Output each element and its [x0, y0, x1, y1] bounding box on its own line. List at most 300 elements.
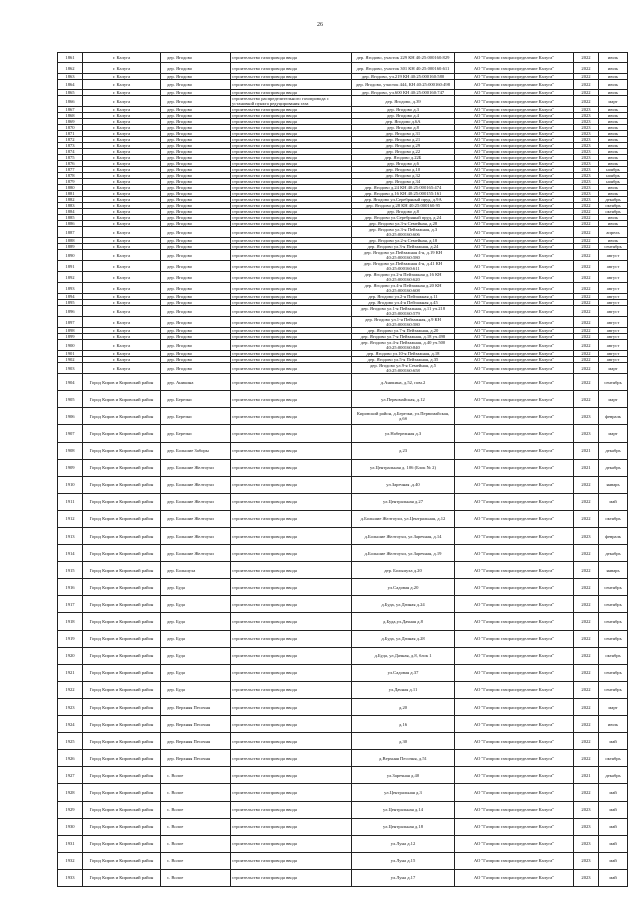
row-city: г. Калуга	[83, 340, 161, 351]
row-settlement: дер. Большие Желтоухи	[161, 510, 231, 527]
row-city: Город Киров и Кировский район	[83, 664, 161, 681]
table-row	[58, 476, 628, 493]
table-row	[58, 528, 628, 545]
table-row	[58, 784, 628, 801]
row-year: 2022	[574, 647, 599, 664]
page-number: 26	[317, 22, 323, 28]
row-address: дер. Ягодово ул.3-я Пейзажная, д.3 40:25:000160:606	[352, 227, 455, 238]
row-owner: АО "Газпром газораспределение Калуга"	[455, 716, 574, 733]
row-month: июль	[599, 215, 628, 221]
row-year: 2022	[574, 227, 599, 238]
row-city: г. Калуга	[83, 131, 161, 137]
row-number: 1887	[58, 227, 83, 238]
row-owner: АО "Газпром газораспределение Калуга"	[455, 317, 574, 328]
table-row	[58, 767, 628, 784]
row-month: сентябрь	[599, 681, 628, 698]
row-address: дер. Ягодово ул.Серебряный пруд, д.24	[352, 215, 455, 221]
row-number: 1911	[58, 493, 83, 510]
row-year: 2023	[574, 161, 599, 167]
row-city: Город Киров и Кировский район	[83, 596, 161, 613]
row-owner: АО "Газпром газораспределение Калуга"	[455, 227, 574, 238]
row-work: строительство газопровода ввода	[231, 143, 352, 149]
row-city: Город Киров и Кировский район	[83, 528, 161, 545]
row-month: март	[599, 698, 628, 715]
row-address: д.Буда, ул.Дачная, д.8, блок 1	[352, 647, 455, 664]
row-work: строительство распределительного газопровода с установкой пункта редуцирования газа	[231, 96, 352, 107]
row-work: строительство газопровода ввода	[231, 125, 352, 131]
row-year: 2022	[574, 283, 599, 294]
row-address: дер. Ягодово, уч.600 КН 40:25:000160:747	[352, 90, 455, 96]
row-work: строительство газопровода ввода	[231, 90, 352, 96]
row-city: г. Калуга	[83, 351, 161, 357]
row-owner: АО "Газпром газораспределение Калуга"	[455, 869, 574, 886]
row-month: август	[599, 357, 628, 363]
row-year: 2022	[574, 510, 599, 527]
row-month: август	[599, 272, 628, 283]
row-year: 2023	[574, 197, 599, 203]
row-owner: АО "Газпром газораспределение Калуга"	[455, 125, 574, 131]
row-number: 1915	[58, 562, 83, 579]
row-number: 1871	[58, 131, 83, 137]
row-address: ул.Луна д.12	[352, 835, 455, 852]
table-row	[58, 391, 628, 408]
row-address: ул.Центральная д.3	[352, 784, 455, 801]
row-number: 1866	[58, 96, 83, 107]
table-row	[58, 579, 628, 596]
row-owner: АО "Газпром газораспределение Калуга"	[455, 215, 574, 221]
row-year: 2023	[574, 131, 599, 137]
row-number: 1922	[58, 681, 83, 698]
row-number: 1897	[58, 317, 83, 328]
row-owner: АО "Газпром газораспределение Калуга"	[455, 818, 574, 835]
row-settlement: дер. Ягодово	[161, 340, 231, 351]
row-month: июль	[599, 137, 628, 143]
row-settlement: с. Волое	[161, 852, 231, 869]
row-year: 2022	[574, 250, 599, 261]
row-owner: АО "Газпром газораспределение Калуга"	[455, 767, 574, 784]
row-year: 2022	[574, 238, 599, 244]
row-number: 1889	[58, 244, 83, 250]
row-number: 1886	[58, 221, 83, 227]
row-work: строительство газопровода ввода	[231, 363, 352, 374]
row-number: 1923	[58, 698, 83, 715]
row-city: Город Киров и Кировский район	[83, 750, 161, 767]
row-address: дер. Ягодово ул.Пейзажная 4-я, д.19 КН 40:25:000160:580	[352, 250, 455, 261]
row-city: г. Калуга	[83, 334, 161, 340]
row-year: 2022	[574, 698, 599, 715]
row-work: строительство газопровода ввода	[231, 250, 352, 261]
row-address: д.Большие Желтоухи, ул.Центральная, д.12	[352, 510, 455, 527]
row-month: апрель	[599, 227, 628, 238]
row-address: дер. Ягодово ул.9-я Семейная, д.5 40:25:000160:658	[352, 363, 455, 374]
row-number: 1904	[58, 374, 83, 391]
row-month: июль	[599, 90, 628, 96]
row-owner: АО "Газпром газораспределение Калуга"	[455, 167, 574, 173]
row-settlement: дер. Ягодово	[161, 179, 231, 185]
row-address: дер. Ягодово д.24 КН 40:25:000165:474	[352, 185, 455, 191]
row-owner: АО "Газпром газораспределение Калуга"	[455, 733, 574, 750]
row-settlement: дер. Ягодово	[161, 209, 231, 215]
row-settlement: дер. Ягодово	[161, 107, 231, 113]
row-settlement: дер. Ягодово	[161, 143, 231, 149]
row-address: дер. Ягодово д.34	[352, 179, 455, 185]
table-row	[58, 716, 628, 733]
row-work: строительство газопровода ввода	[231, 630, 352, 647]
row-address: дер. Ягодово ул.4-я Пейзажная д.20 КН 40:25:000160:608	[352, 283, 455, 294]
row-work: строительство газопровода ввода	[231, 328, 352, 334]
row-number: 1879	[58, 179, 83, 185]
row-number: 1890	[58, 250, 83, 261]
table-row	[58, 363, 628, 374]
row-year: 2022	[574, 750, 599, 767]
row-city: г. Калуга	[83, 300, 161, 306]
row-address: дер. Ягодово ул.3-я Семейная, д.28	[352, 221, 455, 227]
row-city: Город Киров и Кировский район	[83, 562, 161, 579]
row-number: 1873	[58, 143, 83, 149]
row-city: Город Киров и Кировский район	[83, 698, 161, 715]
row-year: 2023	[574, 143, 599, 149]
row-month: январь	[599, 562, 628, 579]
row-year: 2022	[574, 596, 599, 613]
row-month: ноябрь	[599, 173, 628, 179]
row-address: дер. Ягодово д.4	[352, 113, 455, 119]
row-owner: АО "Газпром газораспределение Калуга"	[455, 363, 574, 374]
row-settlement: дер. Ягодово	[161, 334, 231, 340]
table-row	[58, 374, 628, 391]
row-year: 2022	[574, 664, 599, 681]
row-address: дер. Ягодово д.6	[352, 161, 455, 167]
table-row	[58, 317, 628, 328]
row-owner: АО "Газпром газораспределение Калуга"	[455, 425, 574, 442]
row-number: 1870	[58, 125, 83, 131]
row-address: дер. Ягодово ул.Пейзажная 4-я, д.41 КН 40:25:000160:611	[352, 261, 455, 272]
row-year: 2022	[574, 96, 599, 107]
row-year: 2022	[574, 545, 599, 562]
row-owner: АО "Газпром газораспределение Калуга"	[455, 391, 574, 408]
row-month: декабрь	[599, 545, 628, 562]
table-row	[58, 664, 628, 681]
row-settlement: дер. Березки	[161, 391, 231, 408]
row-settlement: дер. Ягодово	[161, 357, 231, 363]
row-number: 1933	[58, 869, 83, 886]
row-settlement: дер. Ягодово	[161, 244, 231, 250]
row-owner: АО "Газпром газораспределение Калуга"	[455, 221, 574, 227]
row-number: 1913	[58, 528, 83, 545]
row-work: строительство газопровода ввода	[231, 408, 352, 425]
row-work: строительство газопровода ввода	[231, 647, 352, 664]
row-owner: АО "Газпром газораспределение Калуга"	[455, 283, 574, 294]
row-owner: АО "Газпром газораспределение Калуга"	[455, 161, 574, 167]
row-work: строительство газопровода ввода	[231, 272, 352, 283]
row-address: ул.Первомайская, д.12	[352, 391, 455, 408]
table-row	[58, 733, 628, 750]
row-owner: АО "Газпром газораспределение Калуга"	[455, 493, 574, 510]
row-settlement: дер. Верхняя Песочня	[161, 750, 231, 767]
row-work: строительство газопровода ввода	[231, 113, 352, 119]
row-year: 2022	[574, 579, 599, 596]
row-address: ул.Центральная д.14	[352, 801, 455, 818]
row-address: ул.Центральная д. 106 (Блок № 2)	[352, 459, 455, 476]
row-month: сентябрь	[599, 630, 628, 647]
row-city: Город Киров и Кировский район	[83, 613, 161, 630]
row-number: 1865	[58, 90, 83, 96]
row-year: 2023	[574, 155, 599, 161]
row-work: строительство газопровода ввода	[231, 442, 352, 459]
row-address: дер. Большуха д.20	[352, 562, 455, 579]
row-work: строительство газопровода ввода	[231, 801, 352, 818]
row-city: г. Калуга	[83, 149, 161, 155]
row-work: строительство газопровода ввода	[231, 131, 352, 137]
row-city: г. Калуга	[83, 113, 161, 119]
row-city: Город Киров и Кировский район	[83, 510, 161, 527]
row-number: 1880	[58, 185, 83, 191]
row-owner: АО "Газпром газораспределение Калуга"	[455, 698, 574, 715]
row-work: строительство газопровода ввода	[231, 283, 352, 294]
row-year: 2021	[574, 459, 599, 476]
row-address: ул.Луна д.17	[352, 869, 455, 886]
row-month: декабрь	[599, 459, 628, 476]
row-city: г. Калуга	[83, 317, 161, 328]
row-work: строительство газопровода ввода	[231, 613, 352, 630]
row-city: Город Киров и Кировский район	[83, 459, 161, 476]
row-year: 2022	[574, 391, 599, 408]
table-row	[58, 250, 628, 261]
row-owner: АО "Газпром газораспределение Калуга"	[455, 179, 574, 185]
row-city: г. Калуга	[83, 96, 161, 107]
row-owner: АО "Газпром газораспределение Калуга"	[455, 545, 574, 562]
table-row	[58, 272, 628, 283]
row-month: сентябрь	[599, 596, 628, 613]
row-settlement: дер. Ягодово	[161, 96, 231, 107]
row-address: дер. Ягодово ул.10-я Пейзажная, д.18	[352, 351, 455, 357]
row-settlement: дер. Буда	[161, 630, 231, 647]
row-month: август	[599, 283, 628, 294]
row-month: июль	[599, 113, 628, 119]
row-owner: АО "Газпром газораспределение Калуга"	[455, 664, 574, 681]
row-address: дер. Ягодово ул.1-я Пейзажная, д.11 уч.218 40:25:000160:579	[352, 306, 455, 317]
row-city: г. Калуга	[83, 79, 161, 89]
row-work: строительство газопровода ввода	[231, 340, 352, 351]
table-row	[58, 227, 628, 238]
row-city: г. Калуга	[83, 185, 161, 191]
row-settlement: дер. Большуха	[161, 562, 231, 579]
row-number: 1912	[58, 510, 83, 527]
row-month: июль	[599, 125, 628, 131]
row-work: строительство газопровода ввода	[231, 852, 352, 869]
row-work: строительство газопровода ввода	[231, 716, 352, 733]
row-city: г. Калуга	[83, 137, 161, 143]
row-city: г. Калуга	[83, 161, 161, 167]
row-owner: АО "Газпром газораспределение Калуга"	[455, 334, 574, 340]
row-owner: АО "Газпром газораспределение Калуга"	[455, 596, 574, 613]
gasification-table	[57, 52, 628, 887]
row-settlement: дер. Большие Желтоухи	[161, 545, 231, 562]
row-year: 2022	[574, 203, 599, 209]
row-owner: АО "Газпром газораспределение Калуга"	[455, 835, 574, 852]
row-address: дер. Ягодово ул.3-я Пейзажная, д.24	[352, 244, 455, 250]
row-work: строительство газопровода ввода	[231, 79, 352, 89]
row-address: д.Большие Желтоухи, ул.Заречная, д.19	[352, 545, 455, 562]
row-city: г. Калуга	[83, 155, 161, 161]
row-settlement: дер. Ягодово	[161, 90, 231, 96]
row-number: 1910	[58, 476, 83, 493]
table-row	[58, 596, 628, 613]
row-work: строительство газопровода ввода	[231, 493, 352, 510]
row-month: май	[599, 869, 628, 886]
table-row	[58, 545, 628, 562]
row-year: 2022	[574, 294, 599, 300]
row-address: дер. Ягодово ул.2-я Пейзажная д.16 КН 40:25:000160:620	[352, 272, 455, 283]
row-month: июль	[599, 191, 628, 197]
row-owner: АО "Газпром газораспределение Калуга"	[455, 73, 574, 79]
table-row	[58, 261, 628, 272]
row-city: г. Калуга	[83, 250, 161, 261]
row-city: г. Калуга	[83, 272, 161, 283]
row-city: г. Калуга	[83, 209, 161, 215]
row-number: 1863	[58, 73, 83, 79]
table-row	[58, 750, 628, 767]
table-row	[58, 801, 628, 818]
row-month: декабрь	[599, 442, 628, 459]
row-month: февраль	[599, 408, 628, 425]
row-work: строительство газопровода ввода	[231, 476, 352, 493]
row-city: г. Калуга	[83, 357, 161, 363]
row-work: строительство газопровода ввода	[231, 119, 352, 125]
row-settlement: дер. Ягодово	[161, 238, 231, 244]
row-year: 2022	[574, 244, 599, 250]
row-month: сентябрь	[599, 244, 628, 250]
row-month: декабрь	[599, 197, 628, 203]
row-address: дер. Ягодово д.3	[352, 107, 455, 113]
row-month: август	[599, 328, 628, 334]
row-month: май	[599, 852, 628, 869]
row-settlement: дер. Буда	[161, 681, 231, 698]
row-month: июль	[599, 185, 628, 191]
row-settlement: дер. Ягодово	[161, 363, 231, 374]
row-work: строительство газопровода ввода	[231, 203, 352, 209]
row-city: Город Киров и Кировский район	[83, 630, 161, 647]
row-city: Город Киров и Кировский район	[83, 716, 161, 733]
row-number: 1895	[58, 300, 83, 306]
row-city: г. Калуга	[83, 328, 161, 334]
row-year: 2022	[574, 681, 599, 698]
row-work: строительство газопровода ввода	[231, 197, 352, 203]
row-year: 2022	[574, 351, 599, 357]
row-settlement: дер. Ягодово	[161, 272, 231, 283]
row-address: дер. Ягодово ул.1-я Пейзажная, д.9 КН 40:25:000160:580	[352, 317, 455, 328]
row-address: дер. Ягодово д.21	[352, 137, 455, 143]
row-city: г. Калуга	[83, 125, 161, 131]
row-address: дер. Ягодово д.22	[352, 149, 455, 155]
row-year: 2023	[574, 173, 599, 179]
row-settlement: дер. Ягодово	[161, 125, 231, 131]
row-month: август	[599, 261, 628, 272]
row-month: сентябрь	[599, 579, 628, 596]
row-owner: АО "Газпром газораспределение Калуга"	[455, 272, 574, 283]
row-city: г. Калуга	[83, 197, 161, 203]
row-number: 1888	[58, 238, 83, 244]
document-sheet	[57, 52, 622, 887]
row-year: 2022	[574, 221, 599, 227]
row-owner: АО "Газпром газораспределение Калуга"	[455, 203, 574, 209]
row-owner: АО "Газпром газораспределение Калуга"	[455, 63, 574, 73]
row-address: дер. Ягодово д.6А	[352, 119, 455, 125]
table-row	[58, 53, 628, 63]
row-year: 2022	[574, 53, 599, 63]
table-row	[58, 835, 628, 852]
row-number: 1884	[58, 209, 83, 215]
row-owner: АО "Газпром газораспределение Калуга"	[455, 510, 574, 527]
row-work: строительство газопровода ввода	[231, 357, 352, 363]
row-number: 1906	[58, 408, 83, 425]
row-owner: АО "Газпром газораспределение Калуга"	[455, 374, 574, 391]
row-work: строительство газопровода ввода	[231, 73, 352, 79]
row-month: май	[599, 835, 628, 852]
table-row	[58, 306, 628, 317]
row-work: строительство газопровода ввода	[231, 545, 352, 562]
row-month: март	[599, 391, 628, 408]
row-city: г. Калуга	[83, 179, 161, 185]
row-address: дер. Ягодово ул.Серебряный пруд, д.9А	[352, 197, 455, 203]
row-owner: АО "Газпром газораспределение Калуга"	[455, 442, 574, 459]
table-row	[58, 79, 628, 89]
row-month: август	[599, 300, 628, 306]
row-address: дер. Ягодово, участок 301 КН 40:25:000160:611	[352, 63, 455, 73]
row-city: г. Калуга	[83, 283, 161, 294]
row-month: август	[599, 294, 628, 300]
row-city: г. Калуга	[83, 215, 161, 221]
row-owner: АО "Газпром газораспределение Калуга"	[455, 155, 574, 161]
row-work: строительство газопровода ввода	[231, 261, 352, 272]
row-settlement: дер. Ягодово	[161, 351, 231, 357]
row-settlement: дер. Ягодово	[161, 317, 231, 328]
row-owner: АО "Газпром газораспределение Калуга"	[455, 647, 574, 664]
row-year: 2023	[574, 835, 599, 852]
row-owner: АО "Газпром газораспределение Калуга"	[455, 801, 574, 818]
table-row	[58, 510, 628, 527]
row-number: 1928	[58, 784, 83, 801]
row-work: строительство газопровода ввода	[231, 221, 352, 227]
row-settlement: дер. Ягодово	[161, 221, 231, 227]
row-number: 1905	[58, 391, 83, 408]
row-work: строительство газопровода ввода	[231, 767, 352, 784]
table-row	[58, 613, 628, 630]
row-address: д.Буда, ул.Дачная д.28	[352, 630, 455, 647]
row-work: строительство газопровода ввода	[231, 562, 352, 579]
row-address: дер. Ягодово д.32	[352, 173, 455, 179]
row-year: 2022	[574, 374, 599, 391]
row-settlement: дер. Ягодово	[161, 283, 231, 294]
row-settlement: дер. Большие Желтоухи	[161, 459, 231, 476]
row-year: 2022	[574, 340, 599, 351]
row-city: Город Киров и Кировский район	[83, 835, 161, 852]
row-year: 2022	[574, 300, 599, 306]
row-month: сентябрь	[599, 374, 628, 391]
row-work: строительство газопровода ввода	[231, 227, 352, 238]
row-year: 2023	[574, 818, 599, 835]
row-year: 2023	[574, 425, 599, 442]
row-settlement: дер. Ягодово	[161, 167, 231, 173]
row-work: строительство газопровода ввода	[231, 317, 352, 328]
row-settlement: дер. Ягодово	[161, 131, 231, 137]
row-settlement: дер. Ягодово	[161, 294, 231, 300]
row-address: дер. Ягодово д.10	[352, 167, 455, 173]
row-owner: АО "Газпром газораспределение Калуга"	[455, 191, 574, 197]
row-work: строительство газопровода ввода	[231, 155, 352, 161]
row-number: 1882	[58, 197, 83, 203]
row-address: д.20	[352, 698, 455, 715]
row-work: строительство газопровода ввода	[231, 869, 352, 886]
